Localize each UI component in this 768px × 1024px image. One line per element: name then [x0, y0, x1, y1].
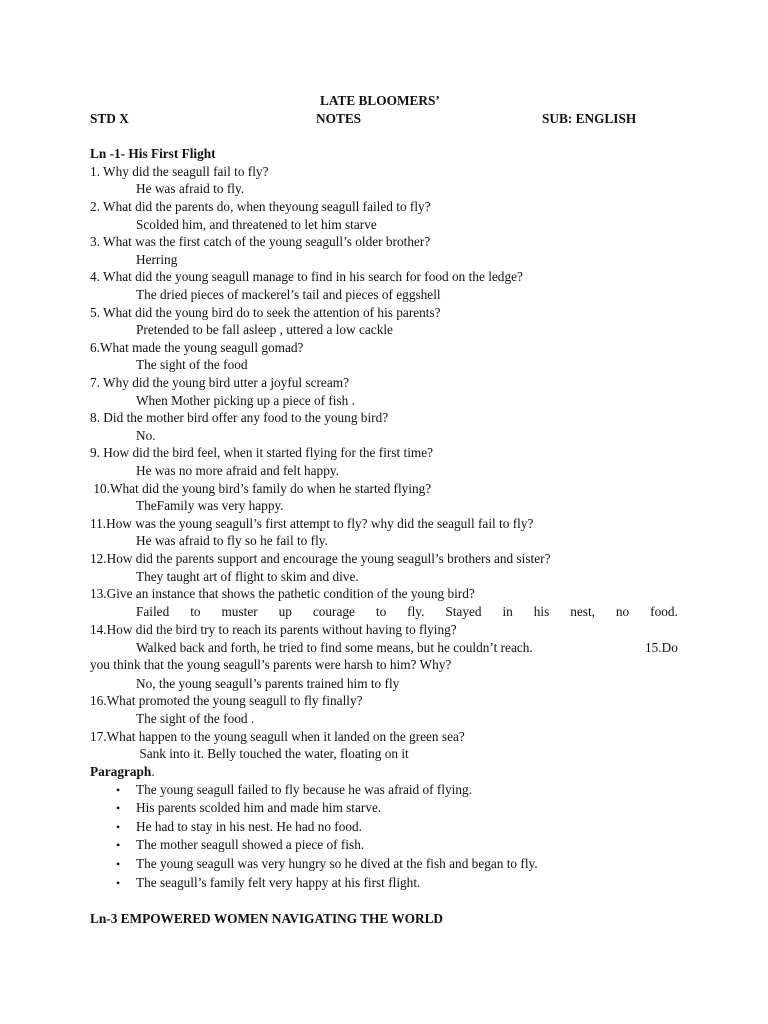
- list-item: The seagull’s family felt very happy at his first flight.: [136, 875, 421, 890]
- question-12: 12.How did the parents support and encourage the young seagull’s brothers and sister?: [90, 551, 551, 566]
- answer-3: Herring: [136, 252, 178, 267]
- question-1: 1. Why did the seagull fail to fly?: [90, 164, 269, 179]
- question-8: 8. Did the mother bird offer any food to the young bird?: [90, 410, 389, 425]
- paragraph-heading-period: .: [151, 764, 155, 779]
- answer-13-word: to: [190, 604, 201, 619]
- lesson-heading: Ln-3 EMPOWERED WOMEN NAVIGATING THE WORLD: [90, 911, 444, 926]
- answer-13-word: muster: [221, 604, 258, 619]
- question-16: 16.What promoted the young seagull to fly finally?: [90, 693, 363, 708]
- answer-8: No.: [136, 428, 156, 443]
- list-item: He had to stay in his nest. He had no food.: [136, 819, 363, 834]
- question-17: 17.What happen to the young seagull when it landed on the green sea?: [90, 729, 465, 744]
- answer-14: Walked back and forth, he tried to find some means, but he couldn’t reach.: [136, 640, 533, 655]
- paragraph-heading-text: Paragraph: [90, 764, 152, 779]
- answer-13: [136, 604, 678, 620]
- question-6: 6.What made the young seagull gomad?: [90, 340, 304, 355]
- answer-13-word: Stayed: [445, 604, 482, 619]
- question-2: 2. What did the parents do, when theyoung seagull failed to fly?: [90, 199, 431, 214]
- answer-13-word: in: [502, 604, 513, 619]
- list-item: The young seagull was very hungry so he dived at the fish and began to fly.: [136, 856, 538, 871]
- question-15-start: 15.Do: [645, 640, 678, 655]
- question-13: 13.Give an instance that shows the pathetic condition of the young bird?: [90, 586, 475, 601]
- answer-13-word: food.: [650, 604, 678, 619]
- question-14: 14.How did the bird try to reach its parents without having to flying?: [90, 622, 457, 637]
- answer-13-word: courage: [312, 604, 355, 619]
- answer-1: He was afraid to fly.: [136, 181, 245, 196]
- answer-12: They taught art of flight to skim and dive.: [136, 569, 359, 584]
- answer-13-word: no: [615, 604, 630, 619]
- answer-13-word: to: [375, 604, 387, 619]
- notes-label: NOTES: [316, 111, 362, 126]
- question-11: 11.How was the young seagull’s first attempt to fly? why did the seagull fail to fly?: [90, 516, 534, 531]
- bullet-icon: •: [116, 801, 121, 815]
- bullet-icon: •: [116, 838, 121, 852]
- answer-2: Scolded him, and threatened to let him starve: [136, 217, 377, 232]
- list-item: His parents scolded him and made him starve.: [136, 800, 382, 815]
- list-item: The young seagull failed to fly because he was afraid of flying.: [136, 782, 472, 797]
- answer-13-word: Failed: [136, 604, 170, 619]
- answer-16: The sight of the food .: [136, 711, 255, 726]
- list-item: The mother seagull showed a piece of fish.: [136, 837, 365, 852]
- question-5: 5. What did the young bird do to seek the attention of his parents?: [90, 305, 441, 320]
- answer-17: Sank into it. Belly touched the water, floating on it: [136, 746, 409, 761]
- answer-15: No, the young seagull’s parents trained him to fly: [136, 676, 400, 691]
- answer-13-word: nest,: [570, 604, 595, 619]
- answer-13-word: his: [533, 604, 550, 619]
- question-10: 10.What did the young bird’s family do when he started flying?: [90, 481, 432, 496]
- answer-13-word: fly.: [407, 604, 425, 619]
- answer-7: When Mother picking up a piece of fish .: [136, 393, 355, 408]
- answer-6: The sight of the food: [136, 357, 248, 372]
- lesson-heading: Ln -1- His First Flight: [90, 146, 216, 161]
- question-3: 3. What was the first catch of the young seagull’s older brother?: [90, 234, 431, 249]
- bullet-icon: •: [116, 876, 121, 890]
- answer-11: He was afraid to fly so he fail to fly.: [136, 533, 328, 548]
- answer-9: He was no more afraid and felt happy.: [136, 463, 339, 478]
- document-title: LATE BLOOMERS’: [320, 93, 440, 108]
- subject-label: SUB: ENGLISH: [542, 111, 637, 126]
- answer-5: Pretended to be fall asleep , uttered a low cackle: [136, 322, 393, 337]
- paragraph-heading: [90, 764, 155, 780]
- answer-10: TheFamily was very happy.: [136, 498, 284, 513]
- question-9: 9. How did the bird feel, when it started flying for the first time?: [90, 445, 434, 460]
- bullet-icon: •: [116, 783, 121, 797]
- class-label: STD X: [90, 111, 129, 126]
- answer-13-word: up: [278, 604, 292, 619]
- question-15: you think that the young seagull’s parents were harsh to him? Why?: [90, 657, 452, 672]
- question-4: 4. What did the young seagull manage to find in his search for food on the ledge?: [90, 269, 523, 284]
- bullet-icon: •: [116, 857, 121, 871]
- bullet-icon: •: [116, 820, 121, 834]
- question-7: 7. Why did the young bird utter a joyful scream?: [90, 375, 349, 390]
- answer-4: The dried pieces of mackerel’s tail and pieces of eggshell: [136, 287, 441, 302]
